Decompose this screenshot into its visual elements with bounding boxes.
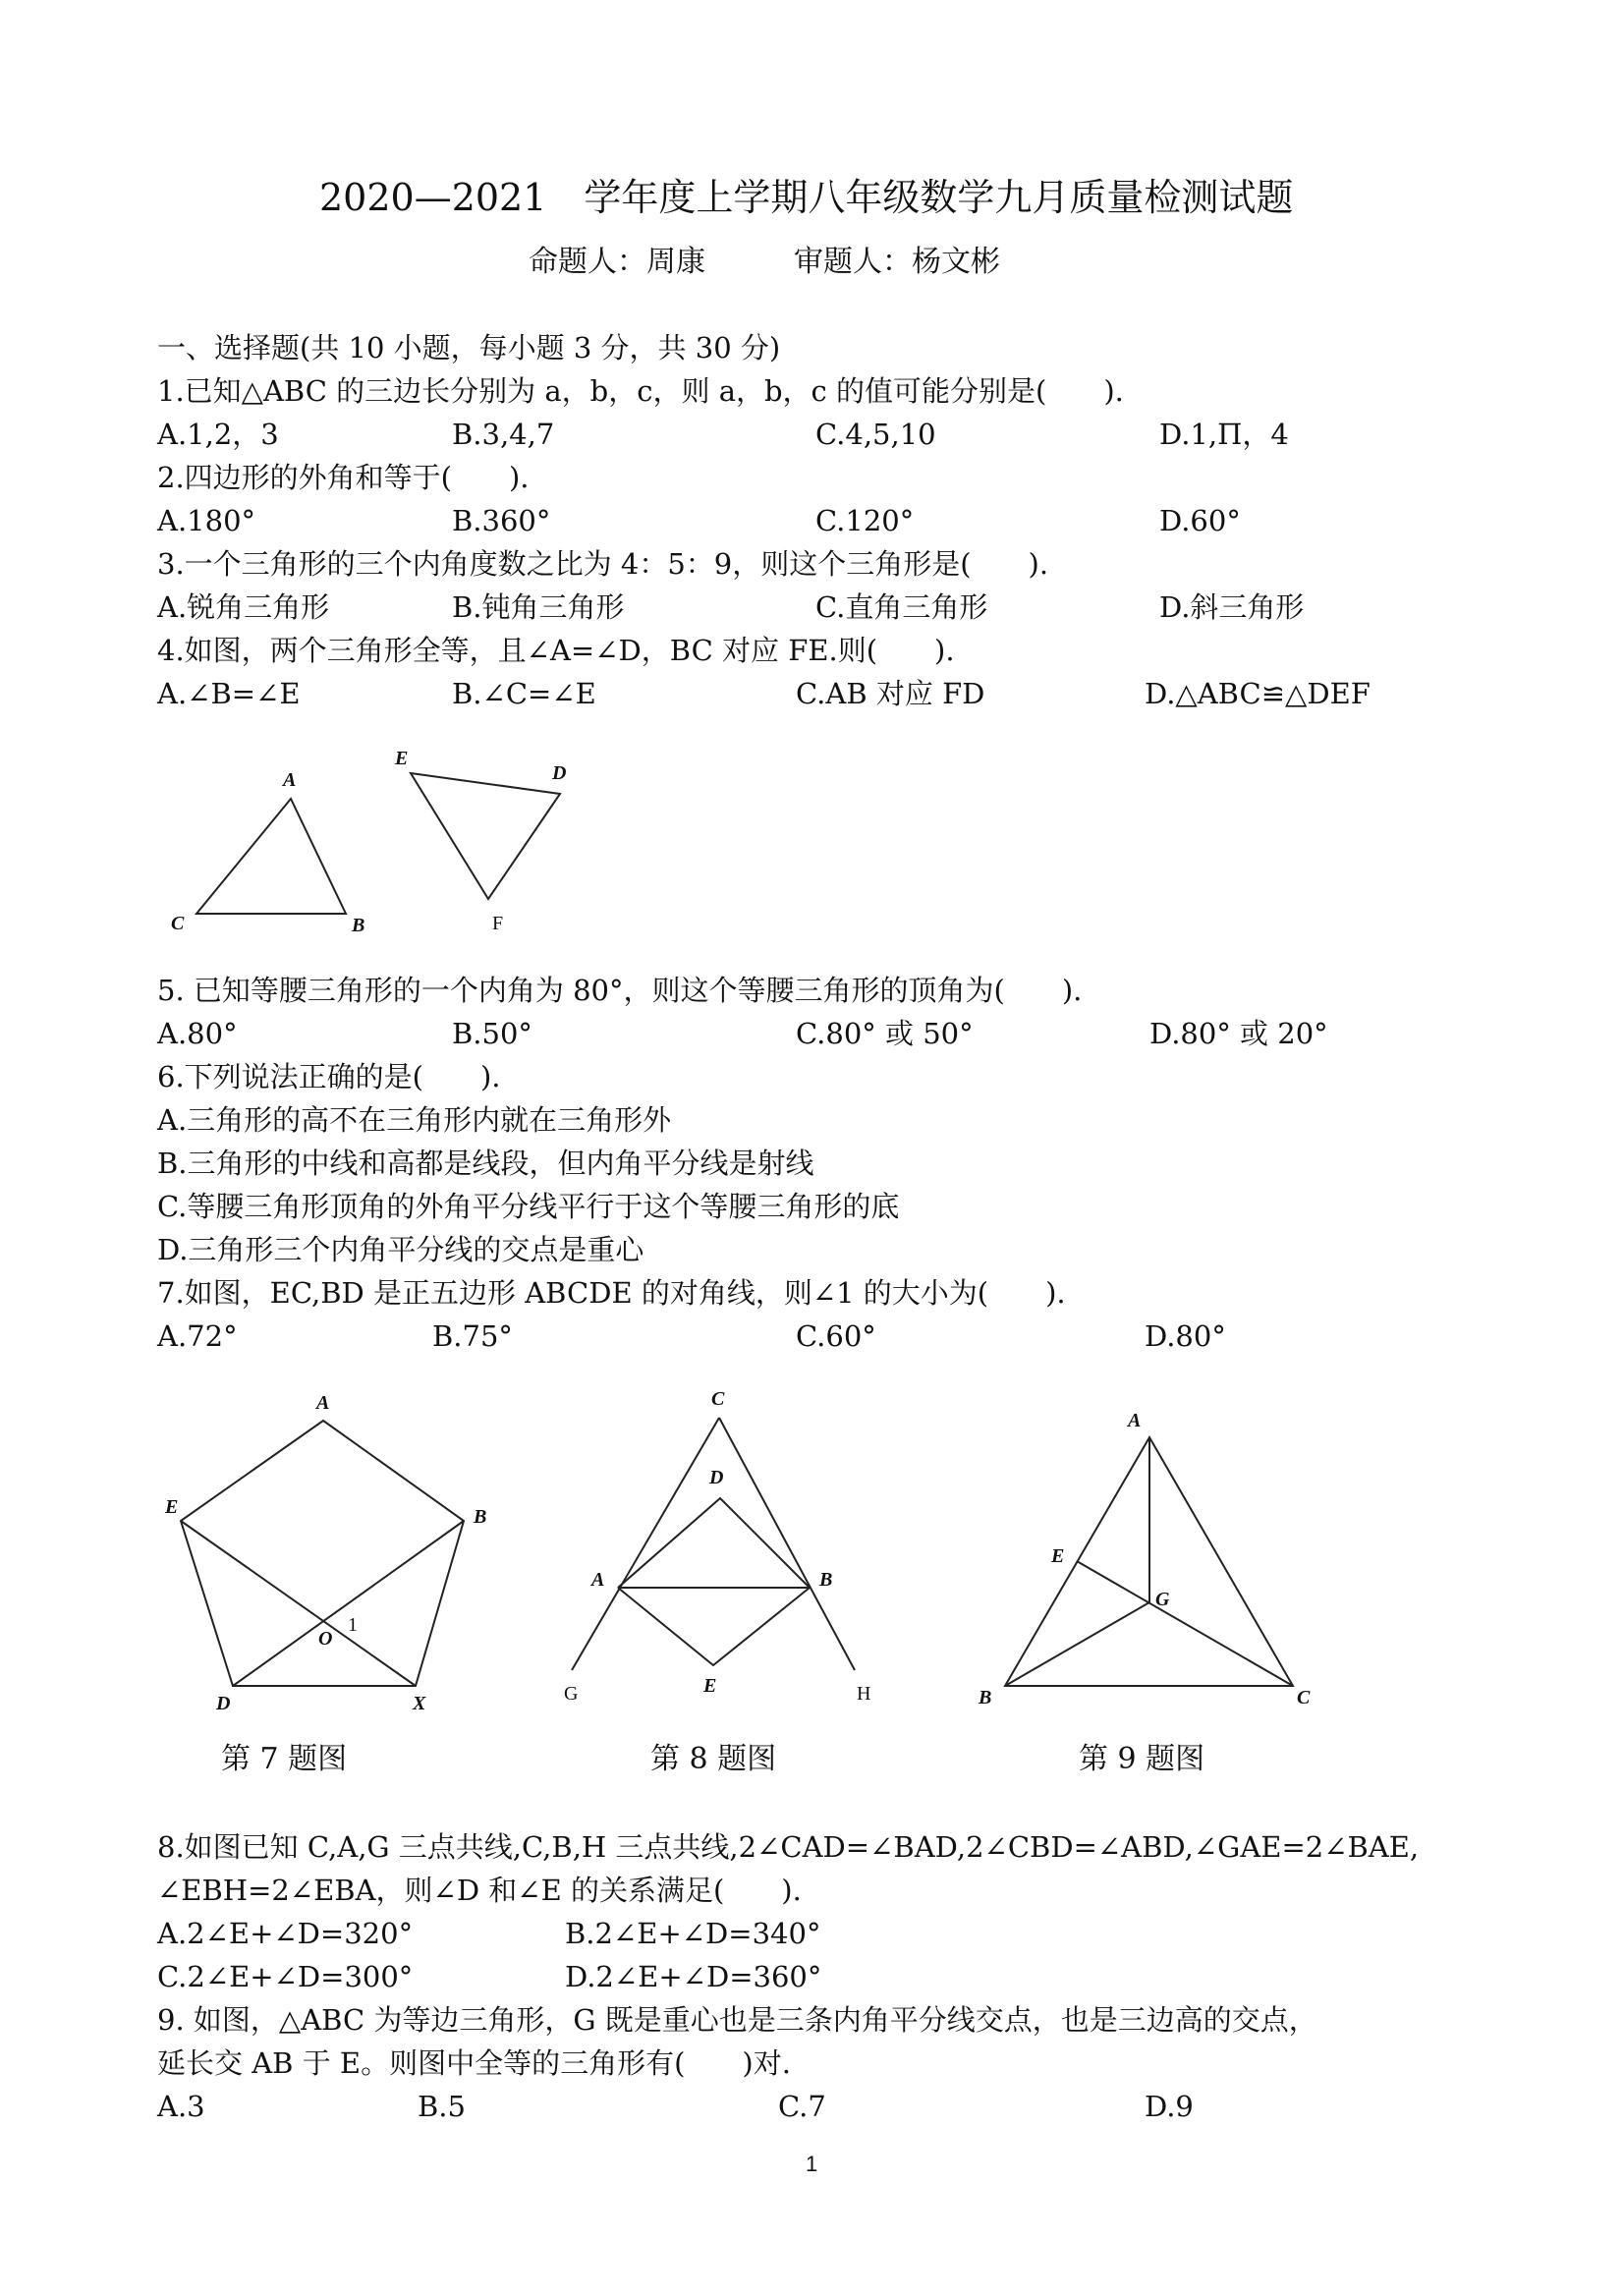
question-1-stem: 1.已知△ABC 的三边长分别为 a，b，c，则 a，b，c 的值可能分别是( ). [157,374,1124,408]
label-x: X [413,1693,426,1714]
q1-option-c: C.4,5,10 [815,418,936,451]
question-4-stem: 4.如图，两个三角形全等，且∠A=∠D，BC 对应 FE.则( ). [157,634,955,667]
q5-option-d: D.80° 或 20° [1149,1017,1328,1050]
question-2-stem: 2.四边形的外角和等于( ). [157,461,530,494]
label-e: E [1051,1545,1065,1567]
label-a: A [316,1392,330,1414]
label-e: E [703,1675,717,1697]
q1-option-a: A.1,2，3 [157,418,279,451]
q2-option-b: B.360° [452,504,551,537]
q5-option-a: A.80° [157,1017,238,1050]
label-d: D [216,1693,231,1714]
q6-option-b: B.三角形的中线和高都是线段，但内角平分线是射线 [157,1147,814,1180]
label-c: C [711,1388,725,1410]
label-d: D [709,1467,724,1488]
q3-option-d: D.斜三角形 [1159,590,1305,624]
q8-option-d: D.2∠E+∠D=360° [565,1960,822,1993]
label-g: G [564,1683,579,1705]
question-6-stem: 6.下列说法正确的是( ). [157,1060,501,1093]
segments-ae-eb [618,1588,810,1665]
q3-option-c: C.直角三角形 [815,590,988,624]
line-ch [719,1418,855,1670]
q5-option-c: C.80° 或 50° [796,1017,974,1050]
label-a: A [1128,1410,1142,1431]
author-line: 命题人：周康 审题人：杨文彬 [529,245,1000,279]
q8-option-c: C.2∠E+∠D=300° [157,1960,414,1993]
segment-bg [1005,1602,1149,1686]
label-b: B [474,1506,487,1528]
q9-option-b: B.5 [418,2090,466,2123]
q3-option-b: B.钝角三角形 [452,590,625,624]
page-number: 1 [806,2152,818,2176]
question-5-stem: 5. 已知等腰三角形的一个内角为 80°，则这个等腰三角形的顶角为( ). [157,974,1083,1007]
label-d: D [552,762,567,784]
label-angle-1: 1 [348,1614,358,1636]
label-f: F [492,913,504,934]
question-9-stem-line-2: 延长交 AB 于 E。则图中全等的三角形有( )对. [157,2046,791,2080]
question-7-stem: 7.如图，EC,BD 是正五边形 ABCDE 的对角线，则∠1 的大小为( ). [157,1276,1066,1310]
label-b: B [979,1687,992,1708]
figure-9-caption: 第 9 题图 [1079,1742,1205,1776]
section-heading: 一、选择题(共 10 小题，每小题 3 分，共 30 分) [157,331,781,364]
q9-option-c: C.7 [778,2090,826,2123]
q4-option-d: D.△ABC≌△DEF [1145,677,1371,710]
question-3-stem: 3.一个三角形的三个内角度数之比为 4：5：9，则这个三角形是( ). [157,547,1049,581]
q6-option-d: D.三角形三个内角平分线的交点是重心 [157,1233,644,1266]
q1-option-b: B.3,4,7 [452,418,555,451]
diagonal-ex [181,1521,416,1686]
label-c: C [171,913,185,934]
label-a: A [283,769,297,791]
label-g: G [1155,1589,1170,1610]
label-c: C [1297,1687,1311,1708]
q6-option-c: C.等腰三角形顶角的外角平分线平行于这个等腰三角形的底 [157,1190,900,1223]
label-o: O [318,1628,333,1650]
label-h: H [857,1683,871,1705]
q4-option-c: C.AB 对应 FD [796,677,985,710]
q2-option-d: D.60° [1159,504,1241,537]
q2-option-c: C.120° [815,504,915,537]
q7-option-b: B.75° [432,1319,513,1353]
question-8-stem-line-2: ∠EBH=2∠EBA，则∠D 和∠E 的关系满足( ). [157,1874,802,1907]
q8-option-b: B.2∠E+∠D=340° [565,1917,821,1950]
question-8-stem-line-1: 8.如图已知 C,A,G 三点共线,C,B,H 三点共线,2∠CAD=∠BAD,2∠CBD=∠ABD,∠GAE=2∠BAE, [157,1830,1420,1864]
label-b: B [819,1569,833,1591]
page-title: 2020—2021 学年度上学期八年级数学九月质量检测试题 [319,176,1294,219]
line-cg [572,1418,719,1670]
q9-option-a: A.3 [157,2090,205,2123]
diagonal-bd [233,1521,464,1686]
q7-option-c: C.60° [796,1319,876,1353]
q2-option-a: A.180° [157,504,256,537]
q1-option-d: D.1,Π，4 [1159,418,1289,451]
label-e: E [165,1496,179,1518]
q9-option-d: D.9 [1145,2090,1194,2123]
q5-option-b: B.50° [452,1017,532,1050]
label-b: B [352,915,365,936]
q7-option-a: A.72° [157,1319,238,1353]
figure-7-caption: 第 7 题图 [221,1742,348,1776]
label-e: E [395,748,409,769]
question-9-stem-line-1: 9. 如图，△ABC 为等边三角形，G 既是重心也是三条内角平分线交点，也是三边高的交点， [157,2003,1317,2037]
label-a: A [591,1569,605,1591]
q4-option-b: B.∠C=∠E [452,677,596,710]
q8-option-a: A.2∠E+∠D=320° [157,1917,414,1950]
segment-cge [1077,1561,1293,1686]
q3-option-a: A.锐角三角形 [157,590,330,624]
q6-option-a: A.三角形的高不在三角形内就在三角形外 [157,1103,672,1137]
figure-8-caption: 第 8 题图 [650,1742,777,1776]
q4-option-a: A.∠B=∠E [157,677,301,710]
q7-option-d: D.80° [1145,1319,1226,1353]
